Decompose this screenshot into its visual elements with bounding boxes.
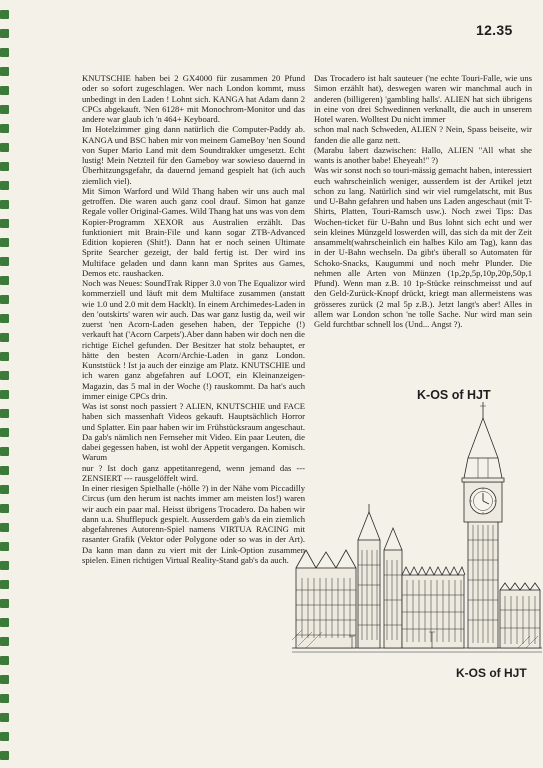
binding-hole xyxy=(0,428,9,437)
binding-hole xyxy=(0,86,9,95)
binding-hole xyxy=(0,618,9,627)
binding-hole xyxy=(0,124,9,133)
binding-hole xyxy=(0,333,9,342)
binding-hole xyxy=(0,599,9,608)
paragraph: Was ist sonst noch passiert ? ALIEN, KNUTSCHIE und FACE haben sich massenhaft Videos gekauft. Hauptsächlich Horror und Splatter. Ein paar haben wir im Frühstücksraum angeschaut. Da gab's nämlich nen Fernseher mit Video. Ein paar Leuten, die dabei gegessen haben, ist wohl der Appetit vergangen. Komisch. Warum xyxy=(82,401,305,463)
right-text-column xyxy=(314,73,532,366)
binding-hole xyxy=(0,162,9,171)
binding-hole xyxy=(0,732,9,741)
binding-hole xyxy=(0,29,9,38)
binding-hole xyxy=(0,295,9,304)
binding-hole xyxy=(0,181,9,190)
paragraph: nur ? Ist doch ganz appetitanregend, wenn jemand das --- ZENSIERT --- rausgelöffelt wird. xyxy=(82,462,305,483)
binding-hole xyxy=(0,219,9,228)
paragraph: schon mal nach Schweden, ALIEN ? Nein, Spass beiseite, wir fanden die alle ganz nett. xyxy=(314,124,532,145)
binding-hole xyxy=(0,751,9,760)
big-ben-illustration xyxy=(292,400,542,658)
binding-hole xyxy=(0,485,9,494)
binding-holes xyxy=(0,0,14,768)
binding-hole xyxy=(0,200,9,209)
paragraph: KNUTSCHIE haben bei 2 GX4000 für zusammen 20 Pfund oder so sofort zugeschlagen. Wer nach London kommt, muss unbedingt in den Laden ! Lohnt sich. KANGA hat Adam dann 2 CPCs abgekauft. 'Nen 6128+ mit Monochrom-Monitor und das andere war glaub ich 'n 464+ Keyboard. xyxy=(82,73,305,124)
binding-hole xyxy=(0,390,9,399)
binding-hole xyxy=(0,10,9,19)
binding-hole xyxy=(0,504,9,513)
binding-hole xyxy=(0,67,9,76)
author-signature: K-OS of HJT xyxy=(417,388,491,402)
binding-hole xyxy=(0,580,9,589)
paragraph: Noch was Neues: SoundTrak Ripper 3.0 von The Equalizor wird kommerziell und läuft mit dem Multiface zusammen (anstatt wie 1.0 und 2.0 mit dem Hacklt). In einem Archimedes-Laden in den 'outskirts' waren wir auch. Das war ganz lustig da, weil wir zuerst 'nen Acorn-Laden gesehen haben, der Teppiche (!) verkauft hat ('Acorn Carpets').Aber dann haben wir doch nen die richtige Eichel gefunden. Der Besitzer hat stolz behauptet, er hätte den besten Acorn/Archie-Laden in ganz London. Kunststück ! Ist ja auch der einzige am Platz. KNUTSCHIE und ich waren ganz abgefahren auf LOOT, ein Kleinanzeigen-Magazin, das 5 mal in der Woche (!) rauskommt. Da hat's auch immer einige CPCs drin. xyxy=(82,278,305,401)
binding-hole xyxy=(0,447,9,456)
binding-hole xyxy=(0,257,9,266)
binding-hole xyxy=(0,466,9,475)
binding-hole xyxy=(0,371,9,380)
paragraph: Im Hotelzimmer ging dann natürlich die Computer-Paddy ab. KANGA und BSC haben mir von meinem GameBoy 'nen Sound von Super Mario Land mit dem Soundtrakker umgesetzt. Echt lustig! Mein Netzteil für den Gameboy war sowieso dauernd in Überhitzungsgefahr, da dauernd jemand gespielt hat (ich auch ziemlich viel). xyxy=(82,124,305,186)
binding-hole xyxy=(0,713,9,722)
left-text-column xyxy=(82,73,305,653)
binding-hole xyxy=(0,143,9,152)
paragraph: Was wir sonst noch so touri-mässig gemacht haben, interessiert euch wahrscheinlich weniger, ausserdem ist der Artikel jetzt schon zu lang. Natürlich sind wir viel rumgelatscht, mit Bus und U-Bahn gefahren und haben uns Laden angeschaut (mit T-Shirts, Platten, Touri-Ramsch usw.). Noch zwei Tips: Das Wochen-ticket für U-Bahn und Bus lohnt sich echt und wer sein kleines Münzgeld loswerden will, das sich da mit der Zeit ansammelt(wahrscheinlich ein halbes Kilo am Tag), kann das in der U-Bahn wechseln. Da gibt's überall so Automaten für Schoko-Snacks, Kaugummi und noch mehr Plunder. Die nehmen alle Arten von Münzen (1p,2p,5p,10p,20p,50p,1 Pfund). Wenn man z.B. 10 1p-Stücke reinschmeisst und auf den Geld-Zurück-Knopf drückt, kriegt man allermeistens was grösseres zurück (2 mal 5p z.B.). Jetzt langt's aber! Alles in allem war London schon 'ne tolle Sache. Nur wird man sein Geld furchtbar schnell los (Und... Angst ?). xyxy=(314,165,532,329)
paragraph: In einer riesigen Spielhalle (-hölle ?) in der Nähe vom Piccadilly Circus (um den herum ist nachts immer am meisten los!) waren wir auch ein paar mal. Heisst übrigens Trocadero. Da haben wir dann u.a. Shufflepuck gespielt. Ausserdem gab's da ein ziemlich abgefahrenes Autorenn-Spiel namens VIRTUA RACING mit rasanter Grafik (Vektor oder Polygone oder so was in der Art). Da kann man dann zu viert mit der Link-Option zusammen spielen. Einen richtigen Virtual Reality-Stand gab's da auch. xyxy=(82,483,305,565)
paragraph: Mit Simon Warford und Wild Thang haben wir uns auch mal getroffen. Die waren auch ganz cool drauf. Simon hat ganze Regale voller Original-Games. Wild Thang hat uns was von dem Kopier-Programm XEXOR aus Australien erzählt. Das funktioniert mit Brain-File und kann sogar ZTB-Advanced Edition kopieren (Shit!). Dann hat er noch seinen Ultimate Sprite Searcher gezeigt, der bald fertig ist. Der wird ins Multiface geladen und dann kann man Sprites aus Games, Demos etc. raushacken. xyxy=(82,185,305,278)
page-number: 12.35 xyxy=(476,22,513,38)
binding-hole xyxy=(0,48,9,57)
binding-hole xyxy=(0,561,9,570)
illustration-signature: K-OS of HJT xyxy=(456,666,527,680)
binding-hole xyxy=(0,656,9,665)
binding-hole xyxy=(0,314,9,323)
binding-hole xyxy=(0,352,9,361)
binding-hole xyxy=(0,675,9,684)
binding-hole xyxy=(0,238,9,247)
paragraph: Das Trocadero ist halt sauteuer ('ne echte Touri-Falle, wie uns Simon erzählt hat), deswegen waren wir manchmal auch in anderen (billigeren) 'gambling halls'. ALIEN hat sich übrigens in eine von drei Schwedinnen verknallt, die auch in unserem Hotel waren. Wolltest Du nicht immer xyxy=(314,73,532,124)
binding-hole xyxy=(0,694,9,703)
binding-hole xyxy=(0,409,9,418)
binding-hole xyxy=(0,105,9,114)
paragraph: (Marabu labert dazwischen: Hallo, ALIEN "All what she wants is another babe! Eheyeah!" ?) xyxy=(314,144,532,165)
binding-hole xyxy=(0,637,9,646)
binding-hole xyxy=(0,276,9,285)
binding-hole xyxy=(0,523,9,532)
binding-hole xyxy=(0,542,9,551)
